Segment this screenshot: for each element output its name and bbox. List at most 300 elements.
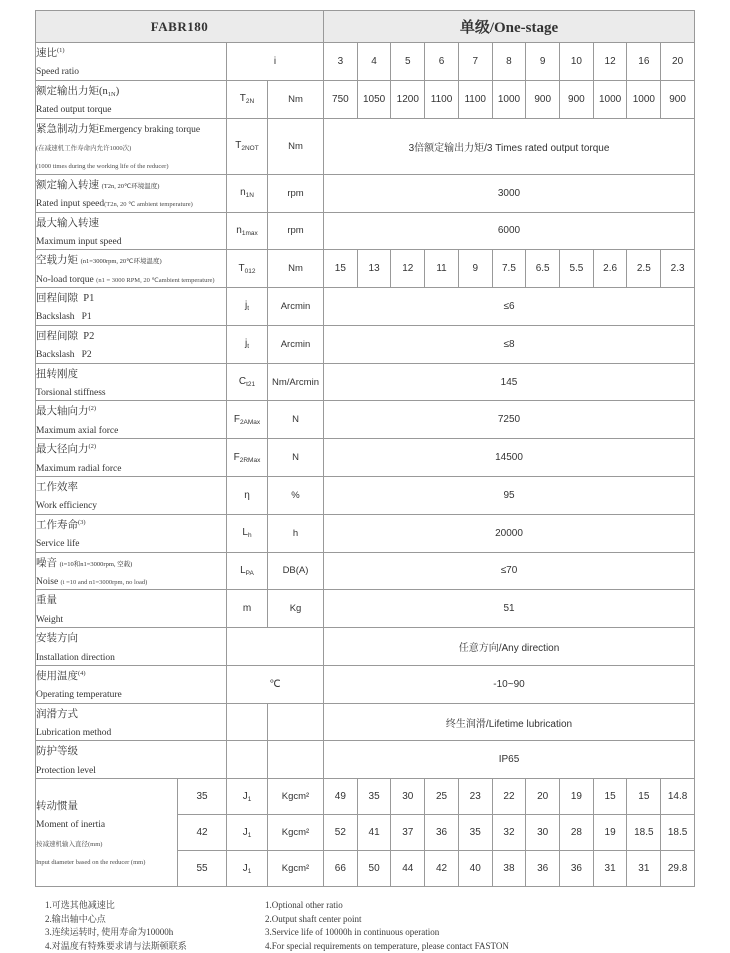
- symbol-subscript: PA: [245, 569, 254, 577]
- unit-cell: DB(A): [268, 552, 324, 590]
- symbol-subscript: 1: [247, 795, 252, 803]
- label-text: (2): [88, 443, 97, 451]
- value-cell: 42: [425, 851, 459, 887]
- value-cell: 16: [627, 43, 661, 81]
- label-text: 安装方向: [36, 633, 78, 645]
- label-line: [36, 137, 226, 155]
- label-text: 1N: [107, 90, 116, 98]
- symbol-cell: [227, 476, 268, 514]
- label-text: 最大轴向力: [36, 406, 89, 418]
- value-cell: 1200: [391, 80, 425, 118]
- row-label: [36, 401, 227, 439]
- symbol-cell: [227, 590, 268, 628]
- label-line: [36, 760, 226, 778]
- symbol-cell: [227, 80, 268, 118]
- value-cell: 29.8: [661, 851, 695, 887]
- symbol-cell: [227, 552, 268, 590]
- value-cell: 7.5: [492, 250, 526, 288]
- spec-row-speed-ratio: [36, 43, 695, 81]
- label-text: 使用温度: [36, 670, 78, 682]
- label-line: [36, 99, 226, 117]
- row-label: [36, 514, 227, 552]
- label-line: [36, 439, 226, 457]
- unit-cell: %: [268, 476, 324, 514]
- unit-cell: Nm/Arcmin: [268, 363, 324, 401]
- label-text: (1000 times during the working life of the reducer): [36, 163, 169, 171]
- row-label: [36, 779, 178, 887]
- label-text: (3): [78, 518, 86, 526]
- label-text: (2): [88, 405, 97, 413]
- symbol-subscript: 1: [247, 831, 252, 839]
- spec-row-torsional-stiffness: [36, 363, 695, 401]
- label-line: [36, 193, 226, 211]
- value-cell: 900: [526, 80, 560, 118]
- symbol-cell: [227, 118, 268, 174]
- label-line: [36, 684, 226, 702]
- label-line: [36, 288, 226, 306]
- label-text: Rated input speed: [36, 199, 105, 210]
- row-label: [36, 439, 227, 477]
- label-text: 紧急制动力矩: [36, 123, 99, 135]
- label-text: Maximum axial force: [36, 425, 119, 436]
- label-line: [36, 213, 226, 231]
- input-diameter-cell: 55: [178, 851, 227, 887]
- value-cell-merged: IP65: [324, 741, 695, 779]
- row-label: [36, 628, 227, 666]
- value-cell: 15: [627, 779, 661, 815]
- symbol-base: J: [242, 790, 248, 802]
- symbol-cell: [227, 815, 268, 851]
- label-line: [36, 515, 226, 533]
- value-cell: 35: [458, 815, 492, 851]
- value-cell: 15: [593, 779, 627, 815]
- value-cell-merged: ≤6: [324, 288, 695, 326]
- label-text: Installation direction: [36, 652, 115, 663]
- symbol-cell: [227, 439, 268, 477]
- symbol-base: T: [239, 93, 246, 105]
- symbol-base: F: [233, 451, 240, 463]
- note-line: 4.For special requirements on temperature, please contact FASTON: [265, 940, 509, 951]
- symbol-subscript: h: [247, 532, 252, 540]
- value-cell: 2.3: [661, 250, 695, 288]
- value-cell: 900: [661, 80, 695, 118]
- value-cell: 31: [627, 851, 661, 887]
- footnotes-chinese: [35, 899, 265, 953]
- label-text: ): [115, 85, 120, 97]
- symbol-subscript: 012: [244, 267, 256, 275]
- unit-cell: Kgcm²: [268, 815, 324, 851]
- label-text: No-load torque: [36, 274, 97, 285]
- value-cell: 1000: [593, 80, 627, 118]
- value-cell-merged: 14500: [324, 439, 695, 477]
- row-label: [36, 288, 227, 326]
- label-line: [36, 344, 226, 362]
- label-line: [36, 647, 226, 665]
- symbol-cell: [227, 288, 268, 326]
- label-text: Protection level: [36, 765, 96, 776]
- spec-row-rated-input-speed: [36, 174, 695, 212]
- spec-row-service-life: [36, 514, 695, 552]
- symbol-cell: [227, 325, 268, 363]
- row-label: [36, 212, 227, 250]
- unit-cell: N: [268, 401, 324, 439]
- unit-cell: [268, 703, 324, 741]
- label-line: [36, 175, 226, 193]
- symbol-cell: [227, 250, 268, 288]
- label-line: [36, 477, 226, 495]
- row-label: [36, 325, 227, 363]
- footnotes: [35, 899, 695, 953]
- stage-title: 单级/One-stage: [324, 11, 695, 43]
- unit-cell: Arcmin: [268, 325, 324, 363]
- value-cell-merged: 7250: [324, 401, 695, 439]
- symbol-base: J: [242, 862, 248, 874]
- label-text: (在减速机工作寿命内允许1000次): [36, 144, 132, 152]
- unit-cell: Nm: [268, 118, 324, 174]
- value-cell: 18.5: [661, 815, 695, 851]
- symbol-subscript: 2NOT: [241, 145, 259, 153]
- symbol-cell: [227, 363, 268, 401]
- value-cell: 1100: [458, 80, 492, 118]
- row-label: [36, 43, 227, 81]
- value-cell: 11: [425, 250, 459, 288]
- symbol-unit-cell: [227, 628, 324, 666]
- unit-cell: rpm: [268, 174, 324, 212]
- label-text: Lubrication method: [36, 728, 112, 739]
- label-text: 额定输出力矩(n: [36, 85, 108, 97]
- value-cell: 14.8: [661, 779, 695, 815]
- value-cell-merged: 任意方向/Any direction: [324, 628, 695, 666]
- label-text: Backslash P2: [36, 350, 92, 361]
- spec-row-maximum-radial-force: [36, 439, 695, 477]
- symbol-cell: [227, 401, 268, 439]
- unit-cell: Kgcm²: [268, 851, 324, 887]
- label-line: [36, 722, 226, 740]
- value-cell: 19: [593, 815, 627, 851]
- row-label: [36, 363, 227, 401]
- unit-cell: N: [268, 439, 324, 477]
- value-cell: 36: [560, 851, 594, 887]
- label-line: [36, 609, 226, 627]
- row-label: [36, 250, 227, 288]
- value-cell-merged: 3000: [324, 174, 695, 212]
- input-diameter-cell: 42: [178, 815, 227, 851]
- value-cell: 1000: [627, 80, 661, 118]
- label-text: 速比: [36, 48, 57, 59]
- label-line: [36, 553, 226, 571]
- row-label: [36, 552, 227, 590]
- value-cell: 31: [593, 851, 627, 887]
- value-cell: 19: [560, 779, 594, 815]
- symbol-cell: [227, 779, 268, 815]
- label-text: 噪音: [36, 557, 60, 569]
- value-cell-merged: ≤8: [324, 325, 695, 363]
- symbol-subscript: t21: [246, 381, 256, 389]
- value-cell: 37: [391, 815, 425, 851]
- note-line: 1.可选其他减速比: [45, 900, 115, 911]
- footnotes-english: [265, 899, 695, 953]
- label-line: [36, 81, 226, 99]
- value-cell: 1050: [357, 80, 391, 118]
- label-text: Backslash P1: [36, 312, 92, 323]
- value-cell: 9: [526, 43, 560, 81]
- value-cell: 10: [560, 43, 594, 81]
- value-cell: 5: [391, 43, 425, 81]
- label-text: 按减速机输入直径(mm): [36, 840, 103, 848]
- symbol-cell: [227, 174, 268, 212]
- label-line: [36, 155, 226, 173]
- symbol-base: T: [235, 140, 242, 152]
- spec-row-backlash-p1: [36, 288, 695, 326]
- label-line: [36, 796, 177, 814]
- unit-cell: [268, 741, 324, 779]
- symbol-base: η: [244, 489, 250, 501]
- label-line: [36, 851, 177, 869]
- symbol-base: m: [242, 603, 252, 615]
- label-line: [36, 43, 226, 61]
- label-line: [36, 250, 226, 268]
- value-cell-merged: ≤70: [324, 552, 695, 590]
- value-cell-merged: -10~90: [324, 665, 695, 703]
- row-label: [36, 476, 227, 514]
- label-line: [36, 420, 226, 438]
- label-text: Input diameter based on the reducer (mm): [36, 859, 146, 867]
- label-text: 润滑方式: [36, 708, 78, 720]
- value-cell: 12: [593, 43, 627, 81]
- label-text: Moment of inertia: [36, 820, 106, 831]
- value-cell: 20: [661, 43, 695, 81]
- label-line: [36, 119, 226, 137]
- note-line: 1.Optional other ratio: [265, 900, 343, 911]
- symbol-unit-cell: i: [227, 43, 324, 81]
- symbol-subscript: t: [247, 343, 250, 351]
- value-cell: 900: [560, 80, 594, 118]
- value-cell: 44: [391, 851, 425, 887]
- input-diameter-cell: 35: [178, 779, 227, 815]
- symbol-base: C: [238, 376, 247, 388]
- row-label: [36, 703, 227, 741]
- label-line: [36, 741, 226, 759]
- label-text: Work efficiency: [36, 501, 98, 512]
- value-cell-merged: 20000: [324, 514, 695, 552]
- value-cell: 13: [357, 250, 391, 288]
- spec-row-moment-of-inertia-35: [36, 779, 695, 815]
- value-cell-merged: 145: [324, 363, 695, 401]
- spec-row-weight: [36, 590, 695, 628]
- value-cell: 38: [492, 851, 526, 887]
- symbol-subscript: t: [247, 305, 250, 313]
- symbol-subscript: 1: [247, 867, 252, 875]
- unit-cell: Nm: [268, 250, 324, 288]
- label-text: 工作效率: [36, 481, 78, 493]
- label-line: [36, 814, 177, 832]
- symbol-cell: [227, 514, 268, 552]
- value-cell: 49: [324, 779, 358, 815]
- note-line: 4.对温度有特殊要求请与法斯顿联系: [45, 940, 187, 951]
- value-cell: 8: [492, 43, 526, 81]
- spec-row-maximum-axial-force: [36, 401, 695, 439]
- value-cell: 28: [560, 815, 594, 851]
- unit-cell: rpm: [268, 212, 324, 250]
- label-text: (1): [57, 47, 65, 54]
- symbol-base: n: [240, 187, 246, 199]
- symbol-cell: [227, 212, 268, 250]
- label-line: [36, 533, 226, 551]
- value-cell: 36: [526, 851, 560, 887]
- model-title: FABR180: [36, 11, 324, 43]
- label-line: [36, 269, 226, 287]
- symbol-base: F: [233, 413, 240, 425]
- symbol-base: L: [240, 564, 246, 576]
- label-line: [36, 704, 226, 722]
- unit-cell: h: [268, 514, 324, 552]
- value-cell: 36: [425, 815, 459, 851]
- unit-cell: Arcmin: [268, 288, 324, 326]
- value-cell: 12: [391, 250, 425, 288]
- unit-cell: Kg: [268, 590, 324, 628]
- value-cell: 9: [458, 250, 492, 288]
- label-text: Weight: [36, 614, 64, 625]
- spec-row-protection-level: [36, 741, 695, 779]
- symbol-base: T: [238, 262, 245, 274]
- symbol-cell: [227, 741, 268, 779]
- label-text: Torsional stiffness: [36, 388, 106, 399]
- value-cell: 32: [492, 815, 526, 851]
- value-cell: 4: [357, 43, 391, 81]
- row-label: [36, 665, 227, 703]
- label-text: 扭转刚度: [36, 368, 78, 380]
- label-text: (i =10 and n1=3000rpm, no load): [60, 578, 148, 586]
- symbol-subscript: 2N: [245, 98, 255, 106]
- row-label: [36, 118, 227, 174]
- label-line: [36, 590, 226, 608]
- label-line: [36, 666, 226, 684]
- row-label: [36, 741, 227, 779]
- label-text: Maximum input speed: [36, 236, 122, 247]
- label-text: (T2n, 20 ℃ ambient temperature): [104, 201, 193, 209]
- value-cell: 41: [357, 815, 391, 851]
- label-text: 重量: [36, 595, 57, 607]
- symbol-base: j: [244, 338, 248, 350]
- spec-row-work-efficiency: [36, 476, 695, 514]
- label-line: [36, 231, 226, 249]
- header-row: [36, 11, 695, 43]
- value-cell: 40: [458, 851, 492, 887]
- label-line: [36, 364, 226, 382]
- label-text: Noise: [36, 576, 61, 587]
- spec-row-noise: [36, 552, 695, 590]
- spec-row-backlash-p2: [36, 325, 695, 363]
- label-text: Service life: [36, 539, 80, 550]
- value-cell-merged: 6000: [324, 212, 695, 250]
- value-cell-merged: 95: [324, 476, 695, 514]
- row-label: [36, 174, 227, 212]
- unit-cell: Nm: [268, 80, 324, 118]
- value-cell: 52: [324, 815, 358, 851]
- value-cell: 50: [357, 851, 391, 887]
- value-cell: 35: [357, 779, 391, 815]
- spec-row-emergency-braking-torque: [36, 118, 695, 174]
- label-line: [36, 458, 226, 476]
- note-line: 3.Service life of 10000h in continuous operation: [265, 927, 440, 938]
- spec-row-maximum-input-speed: [36, 212, 695, 250]
- symbol-base: j: [244, 300, 248, 312]
- note-line: 2.Output shaft center point: [265, 913, 362, 924]
- spec-row-no-load-torque: [36, 250, 695, 288]
- symbol-base: n: [236, 224, 242, 236]
- label-text: Operating temperature: [36, 690, 122, 701]
- label-text: 空载力矩: [36, 255, 81, 267]
- row-label: [36, 80, 227, 118]
- value-cell: 15: [324, 250, 358, 288]
- label-text: (n1 = 3000 RPM, 20 ℃ambient temperature): [96, 276, 215, 284]
- note-line: 3.连续运转时, 使用寿命为10000h: [45, 927, 174, 938]
- label-text: 回程间隙 P1: [36, 293, 95, 305]
- label-text: (n1=3000rpm, 20℃环境温度): [80, 258, 162, 266]
- value-cell: 20: [526, 779, 560, 815]
- label-text: 回程间隙 P2: [36, 330, 95, 342]
- value-cell-merged: 终生润滑/Lifetime lubrication: [324, 703, 695, 741]
- symbol-subscript: 1N: [245, 192, 254, 200]
- label-text: Maximum radial force: [36, 463, 122, 474]
- label-line: [36, 401, 226, 419]
- symbol-base: L: [242, 527, 248, 539]
- value-cell: 2.5: [627, 250, 661, 288]
- value-cell-merged: 3倍额定输出力矩/3 Times rated output torque: [324, 118, 695, 174]
- label-line: [36, 628, 226, 646]
- symbol-subscript: 1max: [241, 229, 258, 237]
- value-cell: 30: [391, 779, 425, 815]
- label-text: 工作寿命: [36, 519, 78, 531]
- label-text: (i=10和n1=3000rpm, 空载): [59, 560, 133, 568]
- spec-row-rated-output-torque: [36, 80, 695, 118]
- label-line: [36, 326, 226, 344]
- symbol-subscript: 2RMax: [239, 456, 261, 464]
- label-line: [36, 495, 226, 513]
- label-text: (4): [78, 669, 86, 677]
- label-text: Emergency braking torque: [99, 124, 201, 135]
- label-text: 最大输入转速: [36, 217, 99, 229]
- label-text: 额定输入转速: [36, 179, 102, 191]
- spec-row-lubrication-method: [36, 703, 695, 741]
- label-line: [36, 61, 226, 79]
- value-cell: 25: [425, 779, 459, 815]
- value-cell: 6: [425, 43, 459, 81]
- label-line: [36, 571, 226, 589]
- value-cell: 1100: [425, 80, 459, 118]
- symbol-cell: [227, 703, 268, 741]
- value-cell: 6.5: [526, 250, 560, 288]
- symbol-base: J: [242, 826, 248, 838]
- label-line: [36, 833, 177, 851]
- spec-row-operating-temperature: [36, 665, 695, 703]
- value-cell: 18.5: [627, 815, 661, 851]
- value-cell: 3: [324, 43, 358, 81]
- label-line: [36, 306, 226, 324]
- value-cell: 1000: [492, 80, 526, 118]
- symbol-cell: [227, 851, 268, 887]
- spec-row-installation-direction: [36, 628, 695, 666]
- label-text: Rated output torque: [36, 105, 112, 116]
- value-cell: 7: [458, 43, 492, 81]
- value-cell: 5.5: [560, 250, 594, 288]
- label-text: 转动惯量: [36, 800, 78, 812]
- value-cell: 22: [492, 779, 526, 815]
- symbol-unit-cell: ℃: [227, 665, 324, 703]
- label-text: (T2n, 20℃环境温度): [101, 182, 160, 190]
- value-cell: 2.6: [593, 250, 627, 288]
- label-line: [36, 382, 226, 400]
